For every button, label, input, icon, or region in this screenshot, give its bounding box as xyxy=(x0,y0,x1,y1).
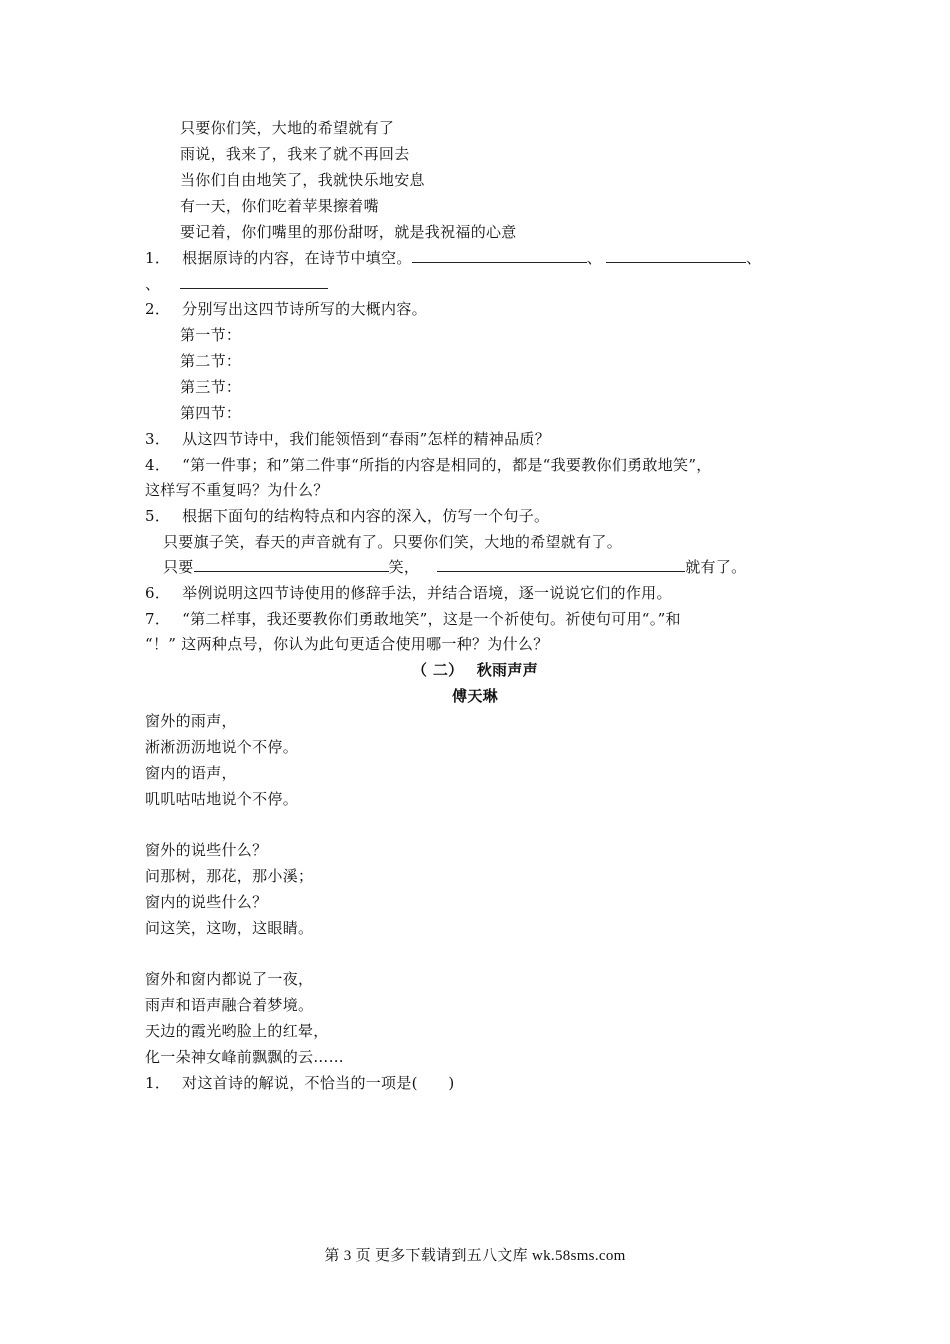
fill-suffix: 就有了。 xyxy=(685,558,747,576)
fill-blank[interactable] xyxy=(180,274,328,289)
poem-line: 窗外的雨声， xyxy=(145,712,237,730)
question-number: 4． xyxy=(145,456,171,474)
poem-line: 只要你们笑，大地的希望就有了 xyxy=(180,119,395,137)
poem-line: 有一天，你们吃着苹果擦着嘴 xyxy=(180,197,379,215)
question-1 xyxy=(145,248,761,268)
example-sentence: 只要旗子笑，春天的声音就有了。只要你们笑，大地的希望就有了。 xyxy=(163,533,623,551)
poem-line: 天边的霞光哟脸上的红晕， xyxy=(145,1022,329,1040)
answer-part: 第二节： xyxy=(180,352,242,370)
poem-line: 问那树，那花，那小溪； xyxy=(145,867,314,885)
poem-line: 窗外和窗内都说了一夜， xyxy=(145,970,314,988)
question-text: 举例说明这四节诗使用的修辞手法，并结合语境，逐一说说它们的作用。 xyxy=(182,584,672,602)
poem-line: 淅淅沥沥地说个不停。 xyxy=(145,738,299,756)
question-6 xyxy=(145,583,672,603)
question-text: “第二样事，我还要教你们勇敢地笑”，这是一个祈使句。祈使句可用“。”和 xyxy=(182,610,681,628)
section-author: 傅天琳 xyxy=(452,687,498,705)
poem-line: 问这笑，这吻，这眼睛。 xyxy=(145,919,314,937)
page-footer: 第 3 页 更多下载请到五八文库 wk.58sms.com xyxy=(324,1248,626,1264)
poem-line: 雨声和语声融合着梦境。 xyxy=(145,996,314,1014)
question-text: 分别写出这四节诗所写的大概内容。 xyxy=(182,300,427,318)
question-7-cont: “！” 这两种点号，你认为此句更适合使用哪一种？为什么？ xyxy=(145,635,549,653)
section2-question-1 xyxy=(145,1073,455,1093)
answer-part: 第三节： xyxy=(180,378,242,396)
imitation-line xyxy=(163,557,746,577)
separator: 、 xyxy=(145,275,161,293)
question-4 xyxy=(145,455,712,475)
fill-prefix: 只要 xyxy=(163,558,194,576)
answer-part: 第一节： xyxy=(180,326,242,344)
fill-blank[interactable] xyxy=(437,557,685,572)
answer-part: 第四节： xyxy=(180,404,242,422)
question-number: 1． xyxy=(145,1074,171,1092)
question-text: 对这首诗的解说，不恰当的一项是( ) xyxy=(182,1074,455,1092)
question-text: 根据下面句的结构特点和内容的深入，仿写一个句子。 xyxy=(182,507,550,525)
poem-line: 化一朵神女峰前飘飘的云…… xyxy=(145,1048,344,1066)
question-number: 7． xyxy=(145,610,171,628)
poem-line: 当你们自由地笑了，我就快乐地安息 xyxy=(180,171,425,189)
separator: 、 xyxy=(745,249,762,267)
section-title: （ 二） 秋雨声声 xyxy=(412,661,538,679)
question-5 xyxy=(145,506,549,526)
poem-line: 窗内的说些什么？ xyxy=(145,893,268,911)
question-2 xyxy=(145,299,427,319)
question-text: 从这四节诗中，我们能领悟到“春雨”怎样的精神品质？ xyxy=(182,430,550,448)
poem-line: 窗外的说些什么？ xyxy=(145,841,268,859)
question-number: 5． xyxy=(145,507,171,525)
poem-line: 雨说，我来了，我来了就不再回去 xyxy=(180,145,410,163)
fill-blank[interactable] xyxy=(194,557,389,572)
question-text: “第一件事；和”第二件事“所指的内容是相同的，都是“我要教你们勇敢地笑”， xyxy=(182,456,712,474)
question-number: 2． xyxy=(145,300,171,318)
question-number: 1． xyxy=(145,249,171,267)
poem-line: 窗内的语声， xyxy=(145,764,237,782)
fill-blank[interactable] xyxy=(412,248,587,263)
question-1-cont xyxy=(145,274,328,294)
question-7 xyxy=(145,609,681,629)
poem-line: 要记着，你们嘴里的那份甜呀，就是我祝福的心意 xyxy=(180,223,517,241)
question-text: 根据原诗的内容，在诗节中填空。 xyxy=(182,249,412,267)
question-4-cont: 这样写不重复吗？为什么？ xyxy=(145,481,329,499)
poem-line: 叽叽咕咕地说个不停。 xyxy=(145,790,299,808)
fill-middle: 笑， xyxy=(388,558,420,576)
question-3 xyxy=(145,429,550,449)
question-number: 3． xyxy=(145,430,171,448)
question-number: 6． xyxy=(145,584,171,602)
fill-blank[interactable] xyxy=(606,248,746,263)
separator: 、 xyxy=(586,249,602,267)
